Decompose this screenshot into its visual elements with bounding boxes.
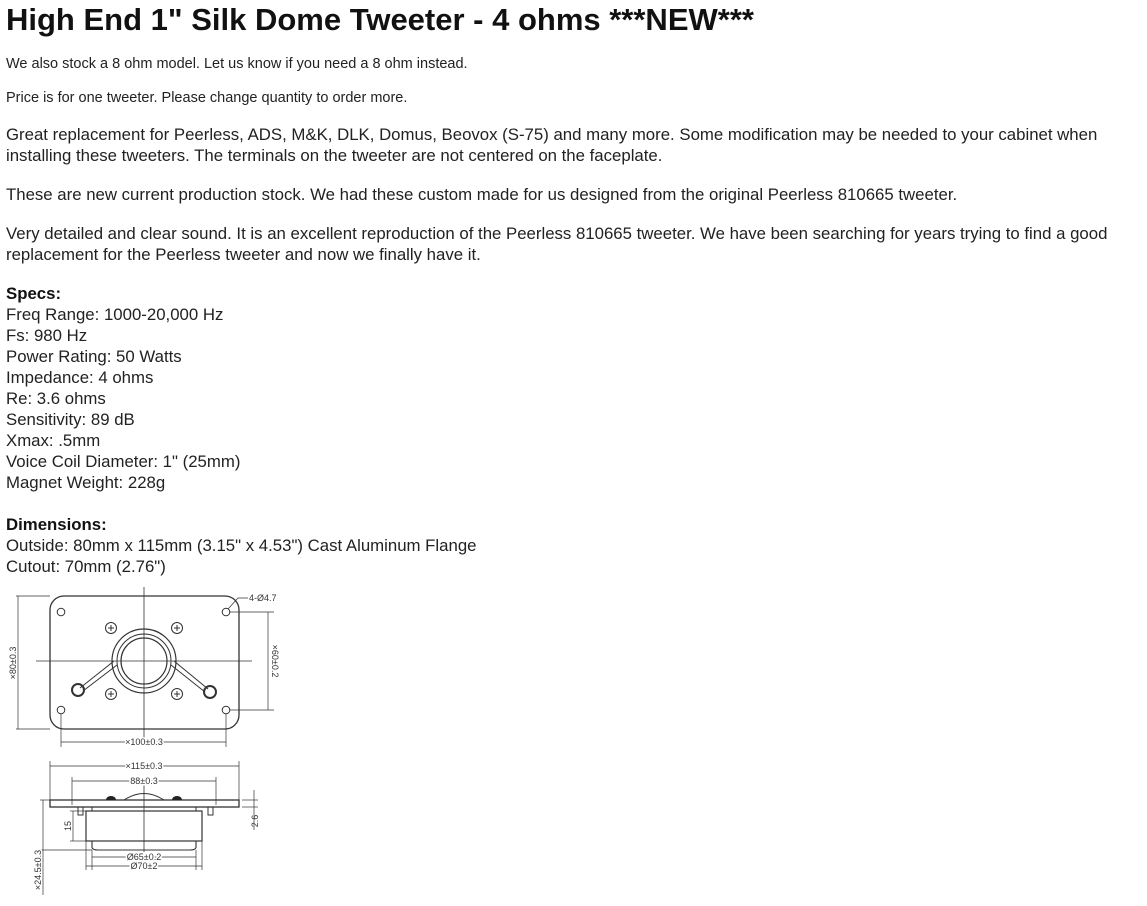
outer-dia-label: Ø70±2 [130,861,158,871]
hole-spacing-h-label: ×100±0.3 [125,737,163,747]
product-title: High End 1" Silk Dome Tweeter - 4 ohms ***NEW*** [6,2,754,37]
inner-dia-label: Ø65±0.2 [126,852,162,862]
specs-title: Specs: [6,284,62,303]
dimensions-section [6,514,1141,577]
holes-label: 4-Ø4.7 [249,593,277,603]
description-production: These are new current production stock. We had these custom made for us designed from the original Peerless 810665 tweeter. [6,185,958,204]
dimension-drawing [6,585,288,897]
spec-power-rating: Power Rating: 50 Watts [6,347,182,366]
side-inner-width-label: 88±0.3 [130,776,158,786]
spec-freq-range: Freq Range: 1000-20,000 Hz [6,305,224,324]
description-replacement: Great replacement for Peerless, ADS, M&K, DLK, Domus, Beovox (S-75) and many more. Some modification may be needed to your cabinet when installing these tweeters. The terminals on the tweeter are not centered on the faceplate. [6,125,1098,165]
dimension-cutout: Cutout: 70mm (2.76") [6,557,166,576]
tweeter-drawing-icon [6,585,288,897]
specs-section [6,283,1141,493]
note-price: Price is for one tweeter. Please change quantity to order more. [6,90,408,106]
spec-fs: Fs: 980 Hz [6,326,88,345]
side-width-label: ×115±0.3 [125,761,163,771]
spec-xmax: Xmax: .5mm [6,431,101,450]
dimension-outside: Outside: 80mm x 115mm (3.15" x 4.53") Cast Aluminum Flange [6,536,477,555]
spec-re: Re: 3.6 ohms [6,389,106,408]
spec-magnet-weight: Magnet Weight: 228g [6,473,166,492]
description-sound: Very detailed and clear sound. It is an excellent reproduction of the Peerless 810665 tweeter. We have been searching for years trying to find a good replacement for the Peerless tweeter and now we finally have it. [6,224,1108,264]
hole-spacing-v-label: ×60±0.2 [270,644,280,678]
spec-voice-coil: Voice Coil Diameter: 1" (25mm) [6,452,241,471]
height-label: ×80±0.3 [8,646,18,680]
body-depth-label: 15 [63,820,73,832]
total-depth-label: ×24.5±0.3 [33,849,43,891]
spec-sensitivity: Sensitivity: 89 dB [6,410,135,429]
flange-thickness-label: 2.6 [250,814,260,828]
note-8-ohm: We also stock a 8 ohm model. Let us know if you need a 8 ohm instead. [6,56,468,72]
dimensions-title: Dimensions: [6,515,107,534]
spec-impedance: Impedance: 4 ohms [6,368,154,387]
